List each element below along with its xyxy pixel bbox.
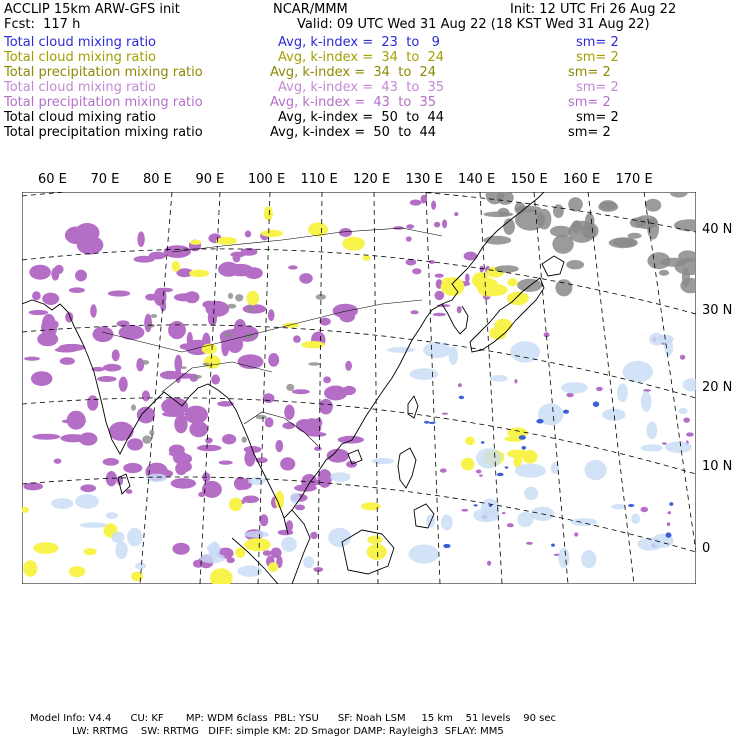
legend-sm: sm= 2: [576, 80, 619, 95]
cloud-mixing-blob: [263, 550, 272, 556]
cloud-mixing-blob: [227, 557, 235, 563]
high-cloud-blob: [227, 304, 236, 309]
ocean-cloud-blob: [441, 515, 453, 531]
ocean-cloud-blob: [631, 513, 640, 524]
cloud-mixing-blob: [137, 407, 155, 424]
cloud-mixing-blob: [319, 399, 333, 415]
legend-field: Total cloud mixing ratio: [4, 110, 157, 125]
cloud-mixing-blob: [406, 259, 417, 266]
longitude-label: 140 E: [458, 172, 496, 187]
cloud-mixing-blob: [327, 449, 349, 463]
ocean-cloud-blob: [281, 537, 297, 552]
deep-cloud-blob: [522, 446, 527, 450]
cloud-mixing-blob: [79, 432, 98, 445]
cloud-mixing-blob: [162, 412, 185, 417]
high-cloud-blob: [483, 212, 513, 218]
deep-cloud-blob: [593, 401, 599, 407]
longitude-label: 170 E: [615, 172, 653, 187]
cloud-mixing-blob: [343, 386, 356, 395]
cloud-mixing-blob: [318, 469, 332, 488]
precip-mixing-blob: [247, 291, 260, 306]
deep-cloud-blob: [481, 441, 485, 443]
cloud-mixing-blob: [112, 349, 120, 361]
cloud-mixing-blob: [126, 489, 132, 494]
ocean-cloud-blob: [623, 361, 653, 383]
longitude-label: 110 E: [300, 172, 338, 187]
cloud-mixing-blob: [268, 353, 279, 367]
legend-sm: sm= 2: [576, 35, 619, 50]
cloud-mixing-blob: [278, 530, 294, 536]
longitude-label: 160 E: [563, 172, 601, 187]
deep-cloud-blob: [429, 422, 436, 424]
legend-sm: sm= 2: [568, 65, 611, 80]
ocean-cloud-blob: [372, 458, 395, 464]
ocean-cloud-blob: [646, 421, 657, 439]
cloud-mixing-blob: [180, 343, 194, 349]
ocean-cloud-blob: [665, 441, 692, 453]
cloud-mixing-blob: [109, 422, 134, 441]
ocean-cloud-blob: [649, 333, 664, 346]
ocean-cloud-blob: [207, 543, 221, 553]
cloud-mixing-blob: [431, 201, 436, 210]
high-cloud-blob: [286, 384, 294, 391]
latitude-label: 0: [702, 541, 711, 556]
legend-avg: Avg, k-index = 34 to 24: [278, 50, 445, 65]
org-label: NCAR/MMM: [273, 2, 348, 17]
cloud-mixing-blob: [293, 335, 301, 342]
precip-mixing-blob: [367, 535, 382, 544]
cloud-mixing-blob: [227, 335, 243, 353]
deep-cloud-blob: [424, 421, 429, 424]
ocean-cloud-blob: [127, 528, 143, 547]
ocean-cloud-blob: [517, 512, 533, 528]
legend-avg: Avg, k-index = 43 to 35: [278, 80, 445, 95]
cloud-mixing-blob: [168, 321, 186, 339]
precip-mixing-blob: [244, 538, 271, 551]
cloud-mixing-blob: [198, 492, 205, 497]
cloud-mixing-blob: [123, 463, 142, 473]
cloud-mixing-blob: [643, 389, 651, 392]
ocean-cloud-blob: [244, 531, 269, 538]
longitude-label: 70 E: [90, 172, 120, 187]
cloud-mixing-blob: [319, 318, 330, 326]
ocean-cloud-blob: [409, 545, 440, 564]
cloud-mixing-blob: [574, 532, 578, 536]
ocean-cloud-blob: [200, 553, 225, 563]
cloud-mixing-blob: [69, 287, 85, 293]
cloud-mixing-blob: [29, 310, 49, 315]
ocean-cloud-blob: [617, 384, 628, 403]
precip-mixing-blob: [472, 272, 489, 288]
longitude-label: 120 E: [353, 172, 391, 187]
cloud-mixing-blob: [189, 421, 208, 437]
ocean-cloud-blob: [328, 528, 351, 547]
deep-cloud-blob: [628, 504, 634, 507]
cloud-mixing-blob: [127, 438, 143, 450]
legend-field: Total precipitation mixing ratio: [4, 125, 203, 140]
precip-mixing-blob: [189, 270, 209, 278]
deep-cloud-blob: [563, 410, 569, 414]
legend-avg: Avg, k-index = 43 to 35: [270, 95, 437, 110]
ocean-cloud-blob: [80, 522, 107, 528]
legend-field: Total cloud mixing ratio: [4, 35, 157, 50]
high-cloud-blob: [235, 294, 243, 301]
cloud-mixing-blob: [142, 390, 150, 401]
legend-field: Total precipitation mixing ratio: [4, 95, 203, 110]
cloud-mixing-blob: [268, 309, 275, 321]
precip-mixing-blob: [204, 355, 221, 369]
ocean-cloud-blob: [481, 499, 499, 518]
cloud-mixing-blob: [284, 405, 294, 420]
high-cloud-blob: [635, 215, 657, 229]
ocean-cloud-blob: [611, 504, 625, 510]
precip-mixing-blob: [216, 237, 237, 245]
cloud-mixing-blob: [686, 432, 694, 436]
longitude-label: 150 E: [510, 172, 548, 187]
high-cloud-blob: [147, 324, 155, 328]
high-cloud-blob: [566, 260, 584, 269]
precip-mixing-blob: [494, 319, 512, 332]
cloud-mixing-blob: [309, 432, 327, 437]
cloud-mixing-blob: [406, 224, 414, 229]
cloud-mixing-blob: [454, 212, 458, 216]
cloud-mixing-blob: [97, 376, 116, 382]
cloud-mixing-blob: [507, 523, 514, 527]
cloud-mixing-blob: [265, 417, 274, 427]
longitude-label: 90 E: [195, 172, 225, 187]
ocean-cloud-blob: [51, 498, 73, 509]
cloud-mixing-blob: [29, 265, 51, 280]
cloud-mixing-blob: [339, 228, 352, 237]
high-cloud-blob: [248, 306, 253, 313]
cloud-mixing-blob: [80, 484, 96, 492]
ocean-cloud-blob: [303, 556, 314, 568]
cloud-mixing-blob: [458, 383, 462, 387]
high-cloud-blob: [517, 279, 542, 292]
cloud-mixing-blob: [280, 457, 295, 470]
cloud-mixing-blob: [310, 532, 317, 539]
high-cloud-blob: [256, 415, 267, 419]
deep-cloud-blob: [489, 505, 492, 507]
cloud-mixing-blob: [299, 273, 313, 284]
cloud-mixing-blob: [314, 447, 322, 451]
high-cloud-blob: [537, 209, 551, 230]
cloud-mixing-blob: [457, 306, 462, 313]
legend-sm: sm= 2: [568, 125, 611, 140]
legend-field: Total cloud mixing ratio: [4, 80, 157, 95]
deep-cloud-blob: [474, 504, 478, 506]
high-cloud-blob: [242, 437, 247, 443]
cloud-mixing-blob: [233, 253, 241, 262]
cloud-mixing-blob: [119, 377, 128, 392]
ocean-cloud-blob: [561, 382, 588, 393]
deep-cloud-blob: [536, 419, 543, 424]
cloud-mixing-blob: [171, 478, 196, 489]
cloud-mixing-blob: [275, 440, 283, 452]
legend-avg: Avg, k-index = 34 to 24: [270, 65, 437, 80]
longitude-label: 80 E: [143, 172, 172, 187]
model-title: ACCLIP 15km ARW-GFS init: [4, 2, 180, 17]
cloud-mixing-blob: [75, 270, 87, 282]
ocean-cloud-blob: [135, 562, 146, 569]
high-cloud-blob: [582, 223, 599, 239]
cloud-mixing-blob: [333, 304, 358, 318]
cloud-mixing-blob: [54, 459, 62, 464]
precip-mixing-blob: [229, 498, 242, 512]
high-cloud-blob: [600, 200, 617, 210]
cloud-mixing-blob: [185, 406, 208, 424]
cloud-mixing-blob: [31, 371, 53, 386]
high-cloud-blob: [193, 375, 202, 379]
precip-mixing-blob: [342, 237, 365, 251]
high-cloud-blob: [181, 366, 187, 369]
cloud-mixing-blob: [134, 256, 155, 263]
high-cloud-blob: [308, 362, 320, 366]
cloud-mixing-blob: [211, 374, 220, 384]
model-info-line1: Model Info: V4.4 CU: KF MP: WDM 6class PBL: YSU SF: Noah LSM 15 km 51 levels 90 sec: [30, 713, 556, 724]
cloud-mixing-blob: [433, 313, 446, 317]
precip-mixing-blob: [507, 278, 517, 286]
ocean-cloud-blob: [106, 512, 118, 519]
cloud-mixing-blob: [87, 395, 98, 411]
cloud-mixing-blob: [145, 294, 156, 301]
high-cloud-blob: [645, 199, 661, 212]
cloud-mixing-blob: [680, 355, 685, 360]
latitude-label: 40 N: [702, 222, 733, 237]
longitude-label: 130 E: [405, 172, 443, 187]
legend-avg: Avg, k-index = 50 to 44: [270, 125, 437, 140]
cloud-mixing-blob: [90, 304, 97, 317]
precip-mixing-blob: [363, 255, 371, 261]
legend-field: Total cloud mixing ratio: [4, 50, 157, 65]
precip-mixing-blob: [465, 437, 475, 446]
precip-mixing-blob: [172, 261, 181, 272]
ocean-cloud-blob: [585, 460, 607, 480]
legend-avg: Avg, k-index = 23 to 9: [278, 35, 440, 50]
precip-mixing-blob: [268, 562, 278, 572]
cloud-mixing-blob: [662, 442, 667, 444]
high-cloud-blob: [628, 233, 642, 239]
cloud-mixing-blob: [282, 422, 295, 429]
legend-sm: sm= 2: [568, 95, 611, 110]
cloud-mixing-blob: [410, 200, 422, 206]
cloud-mixing-blob: [683, 418, 690, 423]
deep-cloud-blob: [497, 473, 504, 477]
cloud-mixing-blob: [119, 325, 145, 340]
ocean-cloud-blob: [558, 548, 569, 568]
high-cloud-blob: [141, 360, 149, 365]
legend-sm: sm= 2: [576, 50, 619, 65]
cloud-mixing-blob: [103, 458, 119, 466]
cloud-mixing-blob: [461, 509, 468, 512]
longitude-label: 100 E: [248, 172, 286, 187]
cloud-mixing-blob: [526, 542, 533, 545]
cloud-mixing-blob: [487, 561, 491, 566]
ocean-cloud-blob: [387, 347, 415, 353]
ocean-cloud-blob: [515, 464, 546, 478]
ocean-cloud-blob: [641, 391, 652, 411]
cloud-mixing-blob: [222, 434, 236, 444]
cloud-mixing-blob: [442, 413, 448, 415]
latitude-label: 10 N: [702, 459, 733, 474]
cloud-mixing-blob: [60, 357, 75, 365]
high-cloud-blob: [224, 332, 232, 336]
cloud-mixing-blob: [295, 505, 305, 511]
cloud-mixing-blob: [323, 376, 331, 383]
cloud-mixing-blob: [172, 543, 189, 555]
cloud-mixing-blob: [263, 393, 275, 403]
cloud-mixing-blob: [440, 468, 447, 472]
cloud-mixing-blob: [65, 227, 87, 245]
cloud-mixing-blob: [219, 461, 233, 465]
precip-mixing-blob: [264, 206, 273, 221]
deep-cloud-blob: [505, 466, 509, 468]
model-info-line2: LW: RRTMG SW: RRTMG DIFF: simple KM: 2D Smagor DAMP: Rayleigh3 SFLAY: MM5: [72, 726, 504, 737]
ocean-cloud-blob: [571, 518, 598, 526]
cloud-mixing-blob: [412, 268, 421, 274]
high-cloud-blob: [552, 235, 573, 254]
cloud-mixing-blob: [406, 236, 412, 241]
cloud-mixing-blob: [667, 511, 671, 514]
cloud-mixing-blob: [32, 434, 60, 440]
longitude-label: 60 E: [38, 172, 67, 187]
cloud-mixing-blob: [67, 411, 86, 430]
ocean-cloud-blob: [290, 493, 300, 504]
valid-time: Valid: 09 UTC Wed 31 Aug 22 (18 KST Wed 31 Aug 22): [297, 17, 650, 32]
ocean-cloud-blob: [581, 550, 596, 568]
cloud-mixing-blob: [245, 231, 251, 238]
deep-cloud-blob: [669, 502, 673, 506]
deep-cloud-blob: [666, 532, 672, 537]
cloud-mixing-blob: [667, 522, 670, 526]
cloud-mixing-blob: [338, 436, 364, 444]
forecast-map: [22, 192, 696, 584]
cloud-mixing-blob: [465, 273, 470, 282]
cloud-mixing-blob: [137, 231, 144, 247]
cloud-mixing-blob: [434, 222, 440, 228]
cloud-mixing-blob: [243, 304, 267, 313]
legend-field: Total precipitation mixing ratio: [4, 65, 203, 80]
precip-mixing-blob: [33, 542, 58, 554]
high-cloud-blob: [131, 404, 136, 410]
cloud-mixing-blob: [292, 389, 310, 394]
cloud-mixing-blob: [42, 293, 59, 305]
cloud-mixing-blob: [51, 267, 59, 280]
cloud-mixing-blob: [108, 290, 130, 296]
cloud-mixing-blob: [434, 291, 444, 300]
cloud-mixing-blob: [55, 347, 78, 352]
ocean-cloud-blob: [115, 541, 128, 559]
high-cloud-blob: [142, 435, 152, 443]
cloud-mixing-blob: [442, 219, 447, 228]
cloud-mixing-blob: [596, 387, 603, 391]
latitude-label: 30 N: [702, 303, 733, 318]
high-cloud-blob: [555, 279, 572, 296]
cloud-mixing-blob: [479, 474, 483, 476]
precip-mixing-blob: [301, 341, 324, 348]
latitude-label: 20 N: [702, 380, 733, 395]
ocean-cloud-blob: [476, 448, 501, 468]
legend-sm: sm= 2: [576, 110, 619, 125]
precip-mixing-blob: [441, 277, 465, 296]
deep-cloud-blob: [459, 396, 464, 400]
high-cloud-blob: [228, 293, 233, 299]
cloud-mixing-blob: [345, 361, 352, 371]
cloud-mixing-blob: [228, 264, 254, 276]
cloud-mixing-blob: [260, 514, 269, 526]
deep-cloud-blob: [443, 544, 450, 548]
deep-cloud-blob: [519, 435, 526, 440]
ocean-cloud-blob: [641, 444, 663, 451]
ocean-cloud-blob: [524, 487, 538, 500]
precip-mixing-blob: [69, 566, 86, 577]
high-cloud-blob: [151, 314, 158, 318]
ocean-cloud-blob: [75, 494, 99, 508]
high-cloud-blob: [659, 270, 669, 276]
cloud-mixing-blob: [242, 496, 259, 504]
cloud-mixing-blob: [169, 451, 186, 457]
cloud-mixing-blob: [205, 438, 213, 444]
precip-mixing-blob: [235, 548, 245, 558]
cloud-mixing-blob: [288, 265, 298, 269]
precip-mixing-blob: [261, 230, 283, 237]
cloud-mixing-blob: [435, 274, 444, 278]
legend-avg: Avg, k-index = 50 to 44: [278, 110, 445, 125]
cloud-mixing-blob: [24, 357, 40, 361]
cloud-mixing-blob: [234, 477, 247, 490]
cloud-mixing-blob: [410, 310, 418, 314]
ocean-cloud-blob: [679, 408, 688, 415]
ocean-cloud-blob: [490, 375, 508, 382]
high-cloud-blob: [553, 204, 564, 218]
ocean-cloud-blob: [112, 532, 125, 544]
deep-cloud-blob: [551, 544, 555, 547]
precip-mixing-blob: [461, 458, 475, 471]
cloud-mixing-blob: [641, 507, 649, 512]
cloud-mixing-blob: [315, 418, 322, 428]
ocean-cloud-blob: [410, 368, 439, 380]
cloud-mixing-blob: [502, 512, 506, 514]
cloud-mixing-blob: [136, 358, 144, 371]
cloud-mixing-blob: [177, 461, 192, 472]
precip-mixing-blob: [23, 560, 37, 576]
precip-mixing-blob: [367, 544, 387, 560]
cloud-mixing-blob: [514, 379, 517, 383]
cloud-mixing-blob: [205, 301, 229, 317]
ocean-cloud-blob: [330, 472, 350, 482]
high-cloud-blob: [613, 238, 636, 248]
high-cloud-blob: [550, 226, 572, 237]
init-time: Init: 12 UTC Fri 26 Aug 22: [510, 2, 677, 17]
precip-mixing-blob: [84, 548, 97, 555]
cloud-mixing-blob: [32, 291, 41, 300]
cloud-mixing-blob: [197, 445, 222, 451]
precip-mixing-blob: [190, 240, 202, 245]
cloud-mixing-blob: [174, 293, 197, 301]
cloud-mixing-blob: [103, 364, 122, 372]
cloud-mixing-blob: [476, 470, 482, 474]
forecast-hour: Fcst: 117 h: [4, 17, 81, 32]
